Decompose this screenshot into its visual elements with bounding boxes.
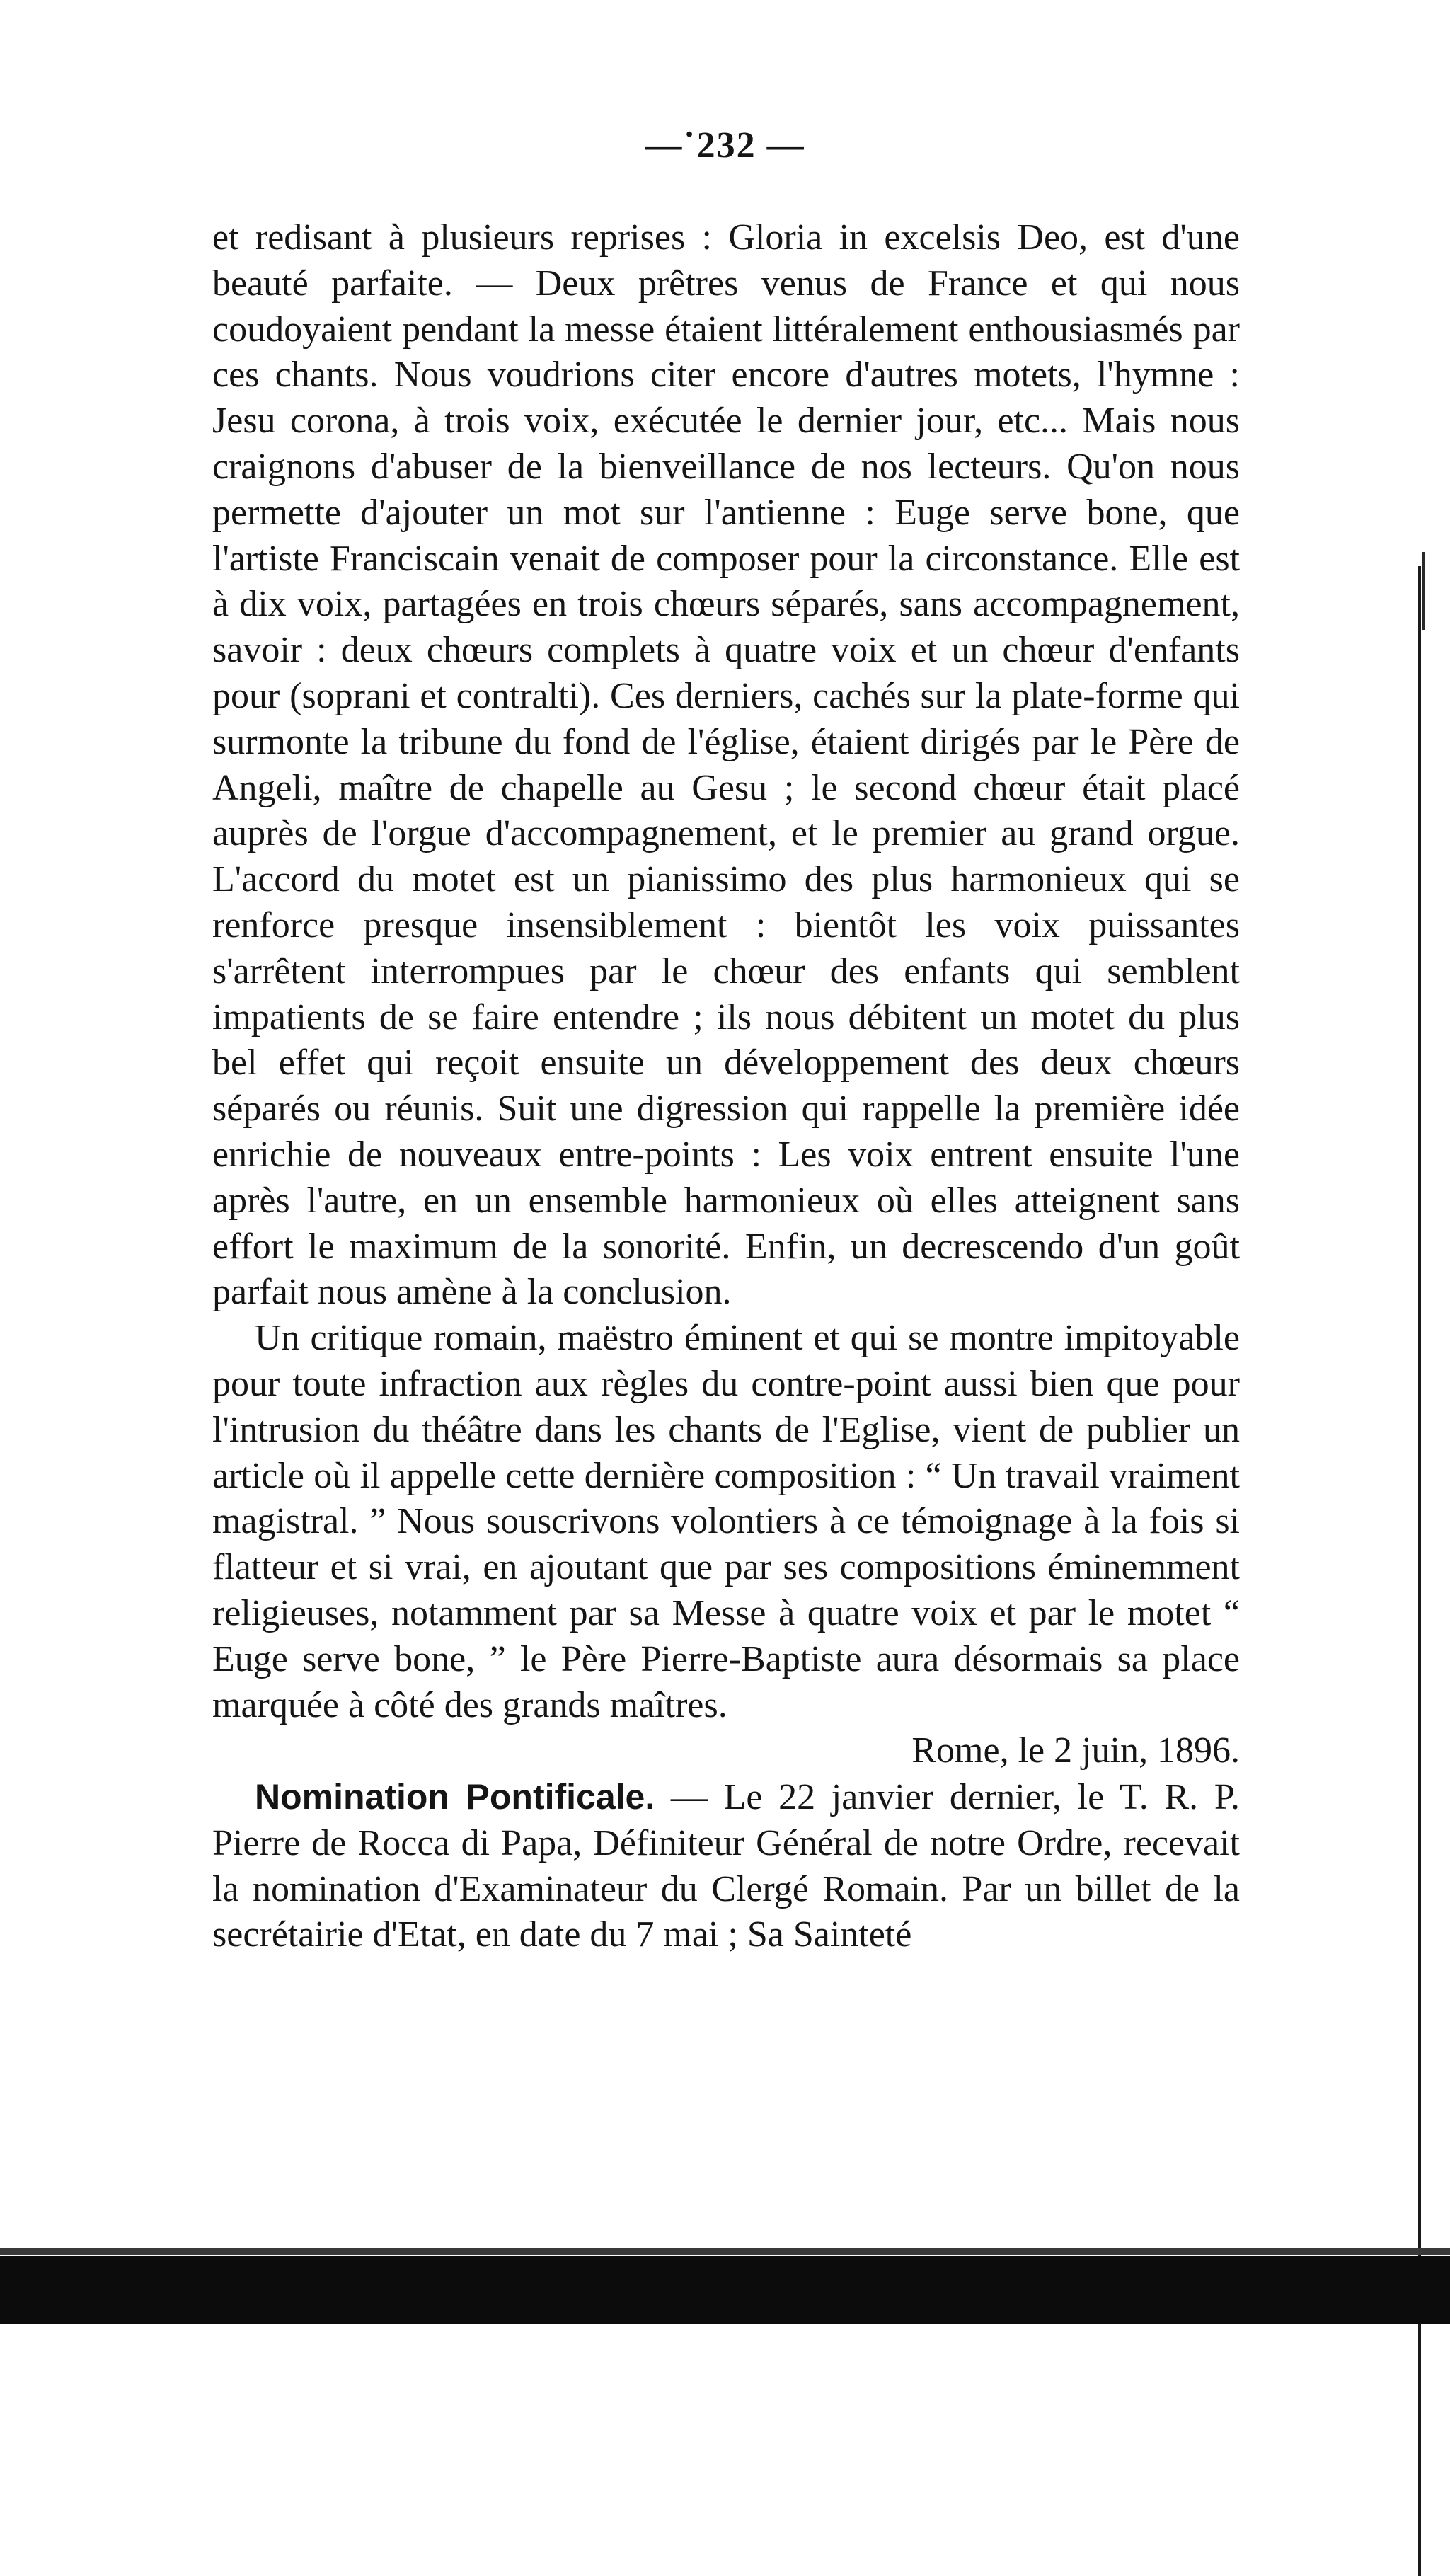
dateline: Rome, le 2 juin, 1896.	[911, 1730, 1240, 1771]
scan-bottom-band	[0, 2256, 1450, 2324]
paragraph-nomination	[212, 1774, 1240, 1958]
page-number: —˙232 —	[645, 125, 805, 166]
paragraph-critique: Un critique romain, maëstro éminent et qui se montre impitoyable pour toute infraction aux règles du contre-point aussi bien que pour l'intrusion du théâtre dans les chants de l'Eglise, vient de publier un article où il appelle cette dernière composition : “ Un travail vraiment magistral. ” Nous souscrivons volontiers à ce témoignage à la fois si flatteur et si vrai, en ajoutant que par ses compositions éminemment religieuses, notamment par sa Messe à quatre voix et par le motet “ Euge serve bone, ” le Père Pierre-Baptiste aura désormais sa place marquée à côté des grands maîtres.	[212, 1318, 1240, 1725]
paragraph-motets: et redisant à plusieurs reprises : Gloria in excelsis Deo, est d'une beauté parfaite. — Deux prêtres venus de France et qui nous coudoyaient pendant la messe étaient littéralement enthousiasmés par ces chants. Nous voudrions citer encore d'autres motets, l'hymne : Jesu corona, à trois voix, exécutée le dernier jour, etc... Mais nous craignons d'abuser de la bienveillance de nos lecteurs. Qu'on nous permette d'ajouter un mot sur l'antienne : Euge serve bone, que l'artiste Franciscain venait de composer pour la circonstance. Elle est à dix voix, partagées en trois chœurs séparés, sans accompagnement, savoir : deux chœurs complets à quatre voix et un chœur d'enfants pour (soprani et contralti). Ces derniers, cachés sur la plate-forme qui surmonte la tribune du fond de l'église, étaient dirigés par le Père de Angeli, maître de chapelle au Gesu ; le second chœur était placé auprès de l'orgue d'accompagnement, et le premier au grand orgue. L'accord du motet est un pianissimo des plus harmonieux qui se renforce presque insensiblement : bientôt les voix puissantes s'arrêtent interrompues par le chœur des enfants qui semblent impatients de se faire entendre ; ils nous débitent un motet du plus bel effet qui reçoit ensuite un développement des deux chœurs séparés ou réunis. Suit une digression qui rappelle la première idée enrichie de nouveaux entre-points : Les voix entrent ensuite l'une après l'autre, en un ensemble harmonieux où elles atteignent sans effort le maximum de la sonorité. Enfin, un decrescendo d'un goût parfait nous amène à la conclusion.	[212, 217, 1240, 1313]
scan-edge-mark	[1422, 552, 1425, 630]
section-title: Nomination Pontificale.	[255, 1777, 655, 1817]
article-body	[212, 215, 1240, 1958]
scan-bottom-edge	[0, 2248, 1450, 2255]
nomination-text: — Le 22 janvier dernier, le T. R. P. Pierre de Rocca di Papa, Définiteur Général de notre Ordre, recevait la nomination d'Examinateur du Clergé Romain. Par un billet de la secrétairie d'Etat, en date du 7 mai ; Sa Sainteté	[212, 1777, 1240, 1955]
